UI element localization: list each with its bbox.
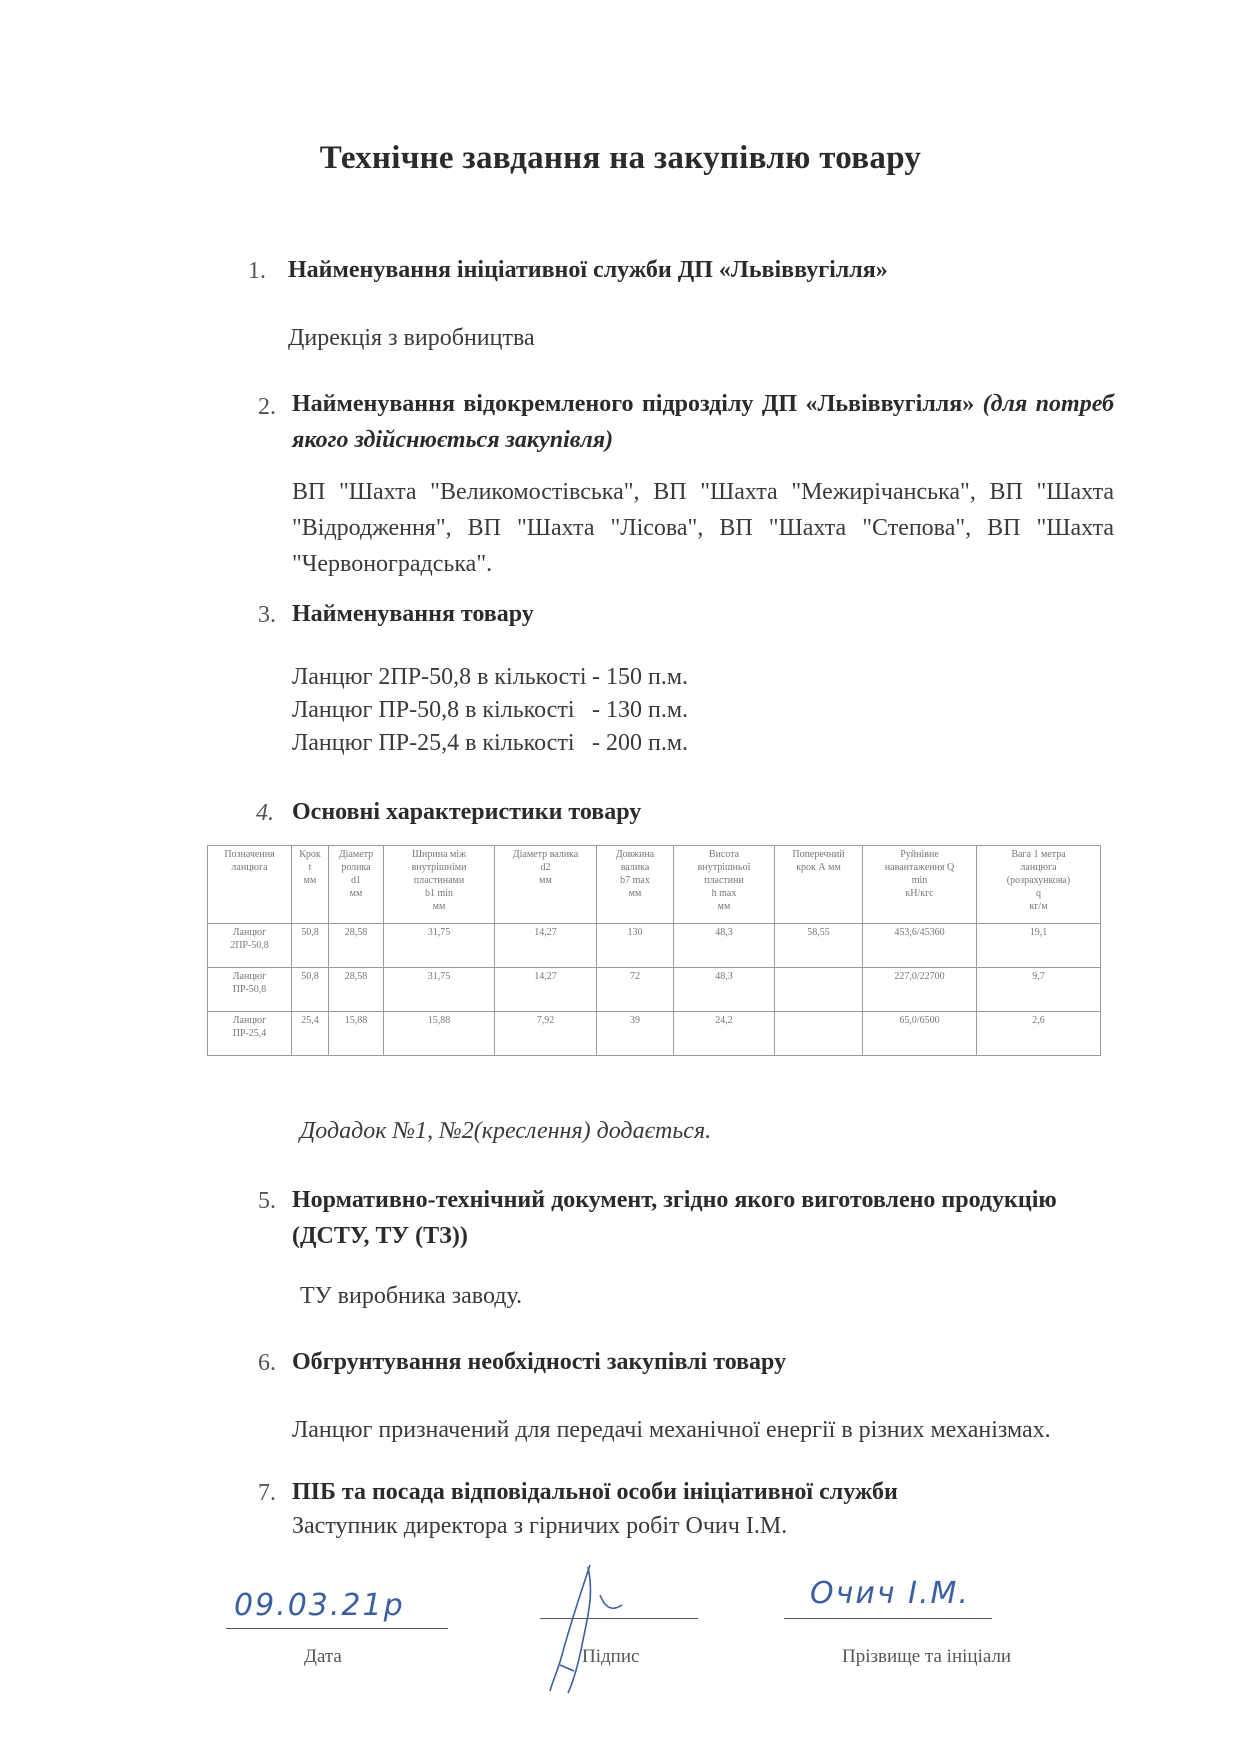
section-5-heading: Нормативно-технічний документ, згідно якого виготовлено продукцію (ДСТУ, ТУ (ТЗ)) — [292, 1187, 1057, 1249]
section-2-heading — [292, 386, 1114, 458]
table-cell: 9,7 — [977, 968, 1101, 1012]
table-row — [208, 924, 1101, 968]
section-3-heading: Найменування товару — [292, 601, 534, 627]
section-2-number: 2. — [258, 394, 276, 420]
table-cell: 453,6/45360 — [863, 924, 977, 968]
section-7-heading: ПІБ та посада відповідальної особи ініціативної служби — [292, 1479, 898, 1505]
goods-item-name: Ланцюг ПР-25,4 в кількості — [292, 730, 575, 756]
table-cell: 65,0/6500 — [863, 1012, 977, 1056]
section-6-heading: Обгрунтування необхідності закупівлі товару — [292, 1349, 787, 1375]
table-row — [208, 968, 1101, 1012]
table-cell: 130 — [597, 924, 674, 968]
section-7-body: Заступник директора з гірничих робіт Очич І.М. — [292, 1513, 788, 1539]
table-header-cell: Діаметр ролика d1 мм — [329, 846, 384, 924]
section-1-heading: Найменування ініціативної служби ДП «Львіввугілля» — [288, 257, 888, 283]
goods-item-name: Ланцюг 2ПР-50,8 в кількості — [292, 664, 587, 690]
table-cell: 14,27 — [495, 924, 597, 968]
table-header-cell: Поперечний крок А мм — [775, 846, 863, 924]
goods-item-qty: - 150 п.м. — [592, 664, 689, 690]
table-header-cell: Позначення ланцюга — [208, 846, 292, 924]
table-cell: 15,88 — [384, 1012, 495, 1056]
table-cell: 14,27 — [495, 968, 597, 1012]
signature-label: Підпис — [582, 1646, 640, 1667]
section-7-number: 7. — [258, 1480, 276, 1506]
table-cell: 28,58 — [329, 924, 384, 968]
table-cell: 50,8 — [292, 968, 329, 1012]
handwritten-name: Очич І.М. — [810, 1576, 970, 1611]
name-label: Прізвище та ініціали — [842, 1646, 1012, 1667]
signature-line — [540, 1618, 698, 1619]
section-2-body: ВП "Шахта "Великомостівська", ВП "Шахта "Межирічанська", ВП "Шахта "Відродження", ВП "Шахта "Лісова", ВП "Шахта "Степова", ВП "Шахта "Червоноградська". — [292, 479, 1114, 577]
goods-item — [292, 730, 689, 757]
date-label: Дата — [304, 1646, 342, 1667]
goods-item-qty: - 200 п.м. — [592, 730, 689, 756]
section-4-heading: Основні характеристики товару — [292, 799, 642, 825]
table-cell — [775, 968, 863, 1012]
table-cell: 19,1 — [977, 924, 1101, 968]
table-header-cell: Ширина між внутрішніми пластинами b1 min мм — [384, 846, 495, 924]
table-cell: 48,3 — [674, 924, 775, 968]
table-cell-name: Ланцюг ПР-50,8 — [208, 968, 292, 1012]
section-1-body: Дирекція з виробництва — [288, 325, 535, 351]
characteristics-table — [207, 845, 1101, 1056]
handwritten-date: 09.03.21р — [234, 1588, 405, 1623]
table-cell-name: Ланцюг 2ПР-50,8 — [208, 924, 292, 968]
table-cell: 48,3 — [674, 968, 775, 1012]
section-3-number: 3. — [258, 602, 276, 628]
table-header-cell: Довжина валика b7 max мм — [597, 846, 674, 924]
section-2-heading-text: Найменування відокремленого підрозділу ДП «Львіввугілля» — [292, 391, 975, 417]
signature-scribble — [530, 1555, 640, 1695]
goods-item-name: Ланцюг ПР-50,8 в кількості — [292, 697, 575, 723]
name-line — [784, 1618, 992, 1619]
table-cell: 25,4 — [292, 1012, 329, 1056]
section-6-body: Ланцюг призначений для передачі механічної енергії в різних механізмах. — [292, 1417, 1051, 1443]
table-cell: 15,88 — [329, 1012, 384, 1056]
table-cell: 24,2 — [674, 1012, 775, 1056]
table-cell: 50,8 — [292, 924, 329, 968]
section-5-body: ТУ виробника заводу. — [300, 1283, 523, 1309]
table-header-cell: Діаметр валика d2 мм — [495, 846, 597, 924]
appendix-note: Додадок №1, №2(креслення) додається. — [300, 1118, 712, 1144]
section-2-heading-note: (для потреб якого здійснюється закупівля) — [292, 391, 1114, 453]
table-cell: 227,0/22700 — [863, 968, 977, 1012]
table-cell: 58,55 — [775, 924, 863, 968]
goods-item — [292, 697, 689, 724]
table-header-cell: Висота внутрішньої пластини h max мм — [674, 846, 775, 924]
table-cell: 31,75 — [384, 924, 495, 968]
table-header-cell: Руйнівне навантаження Q min кН/кгс — [863, 846, 977, 924]
table-cell: 39 — [597, 1012, 674, 1056]
table-cell — [775, 1012, 863, 1056]
section-5-number: 5. — [258, 1188, 276, 1214]
section-4-number: 4. — [256, 800, 274, 826]
table-row — [208, 1012, 1101, 1056]
table-header-row — [208, 846, 1101, 924]
table-header-cell: Вага 1 метра ланцюга (розрахункова) q кг/м — [977, 846, 1101, 924]
section-6-number: 6. — [258, 1350, 276, 1376]
date-line — [226, 1628, 448, 1629]
table-header-cell: Крок t мм — [292, 846, 329, 924]
table-cell: 31,75 — [384, 968, 495, 1012]
goods-item-qty: - 130 п.м. — [592, 697, 689, 723]
section-1-number: 1. — [248, 258, 266, 284]
table-cell: 28,58 — [329, 968, 384, 1012]
page-title: Технічне завдання на закупівлю товару — [319, 140, 922, 176]
table-cell: 7,92 — [495, 1012, 597, 1056]
table-cell: 72 — [597, 968, 674, 1012]
table-cell-name: Ланцюг ПР-25,4 — [208, 1012, 292, 1056]
table-cell: 2,6 — [977, 1012, 1101, 1056]
goods-item — [292, 664, 689, 691]
